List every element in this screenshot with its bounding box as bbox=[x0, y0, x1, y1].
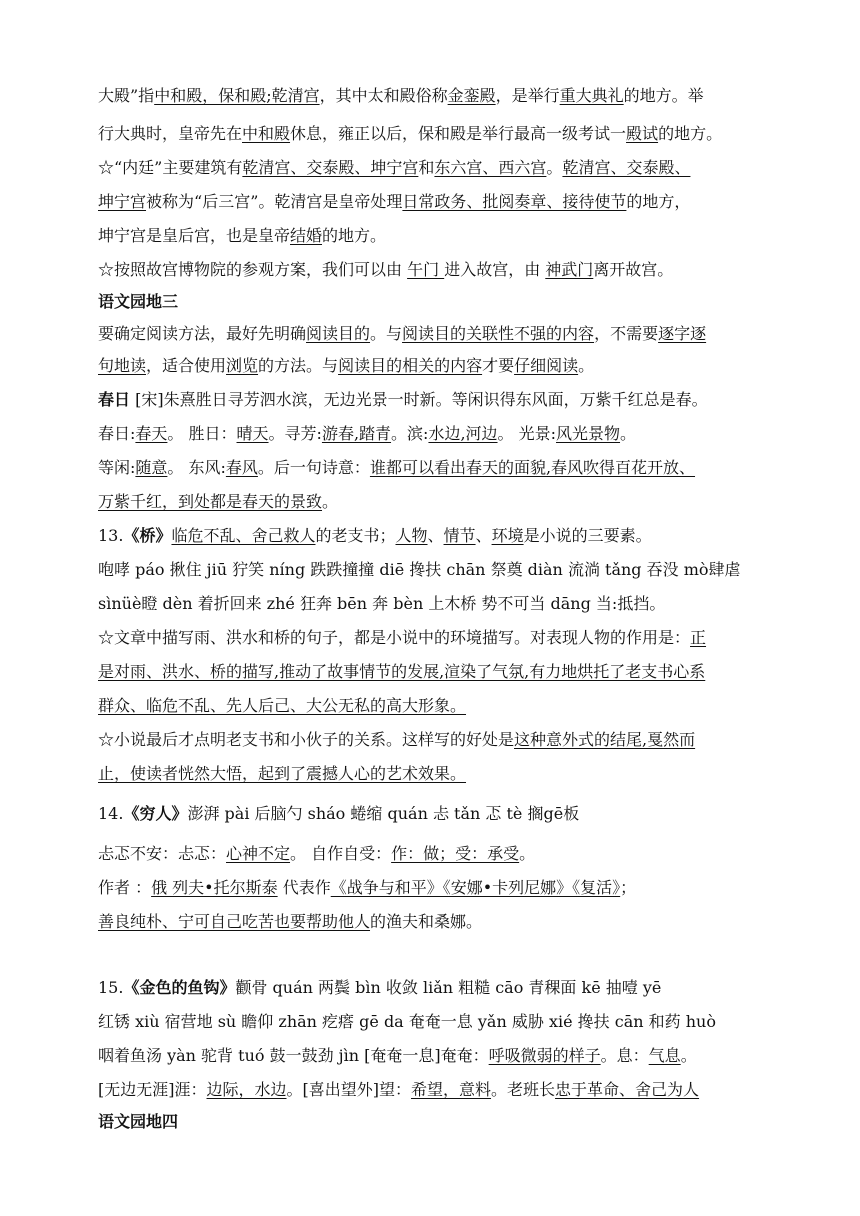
text-line bbox=[98, 558, 741, 582]
text-line bbox=[98, 322, 706, 346]
underlined-answer: 作：做；受：承受 bbox=[391, 844, 520, 863]
underlined-answer: 万紫千红，到处都是春天的景致 bbox=[98, 492, 323, 511]
text-span: 。寻芳: bbox=[268, 424, 322, 443]
text-span: 的渔夫和桑娜。 bbox=[370, 912, 483, 931]
underlined-answer: 群众、临危不乱、先人后己、大公无私的高大形象。 bbox=[98, 696, 467, 715]
text-span: 。 光景: bbox=[497, 424, 557, 443]
underlined-answer: 午门 bbox=[407, 260, 445, 279]
text-span: 是小说的三要素。 bbox=[523, 526, 652, 545]
text-line bbox=[98, 258, 673, 282]
text-span: [无边无涯]涯： bbox=[98, 1080, 207, 1099]
text-span: 。息： bbox=[600, 1046, 649, 1065]
text-span: 。 自作自受： bbox=[290, 844, 392, 863]
text-span: 咆哮 páo 揪住 jiū 狞笑 níng 跌跌撞撞 diē 搀扶 chān 祭奠 diàn 流淌 tǎng 吞没 mò肆虐 bbox=[98, 560, 741, 579]
underlined-answer: 中和殿 bbox=[242, 124, 291, 143]
bold-title: 《穷人》 bbox=[123, 804, 188, 823]
text-span: 的地方。 bbox=[658, 124, 723, 143]
text-line bbox=[98, 422, 636, 446]
underlined-answer: 阅读目的 bbox=[306, 324, 371, 343]
underlined-answer: 边际，水边 bbox=[206, 1080, 287, 1099]
underlined-answer: 重大典礼 bbox=[559, 86, 624, 105]
text-span: 进入故宫，由 bbox=[444, 260, 546, 279]
text-line bbox=[98, 156, 690, 180]
underlined-answer: 环境 bbox=[491, 526, 524, 545]
text-span: 。[喜出望外]望： bbox=[286, 1080, 412, 1099]
text-span: 坤宁宫是皇后宫，也是皇帝 bbox=[98, 226, 291, 245]
text-span: [宋]朱熹胜日寻芳泗水滨，无边光景一时新。等闲识得东风面，万紫千红总是春。 bbox=[130, 390, 708, 409]
text-span: 被称为“后三宫”。乾清宫是皇帝处理 bbox=[146, 192, 403, 211]
text-line bbox=[98, 224, 386, 248]
text-span: ，是举行 bbox=[495, 86, 560, 105]
underlined-answer: 谁都可以看出春天的面貌,春风吹得百花开放、 bbox=[369, 458, 696, 477]
text-span: 的方法。与 bbox=[258, 356, 339, 375]
text-span: 。 胜日： bbox=[167, 424, 237, 443]
underlined-answer: 中和殿，保和殿;乾清宫 bbox=[154, 86, 320, 105]
underlined-answer: 人物 bbox=[395, 526, 428, 545]
text-span: 。滨: bbox=[391, 424, 429, 443]
text-span: 忐忑不安：忐忑： bbox=[98, 844, 227, 863]
text-line bbox=[98, 694, 466, 718]
underlined-answer: 希望，意料 bbox=[411, 1080, 492, 1099]
text-line bbox=[98, 660, 705, 684]
text-line bbox=[98, 122, 722, 146]
underlined-answer: 晴天 bbox=[236, 424, 269, 443]
text-line bbox=[98, 354, 594, 378]
text-span: 。 bbox=[680, 1046, 697, 1065]
underlined-answer: 日常政务、批阅奏章、接待使节 bbox=[402, 192, 627, 211]
text-span: 。与 bbox=[370, 324, 403, 343]
text-span: 。后一句诗意： bbox=[257, 458, 370, 477]
text-span: ； bbox=[620, 878, 637, 897]
underlined-answer: 心神不定 bbox=[226, 844, 291, 863]
text-line bbox=[98, 388, 708, 412]
bold-title: 《金色的鱼钩》 bbox=[123, 978, 236, 997]
text-line bbox=[98, 524, 652, 548]
underlined-answer: 东六宫、西六宫 bbox=[434, 158, 547, 177]
text-span: 才要 bbox=[482, 356, 515, 375]
text-span: ☆“内廷”主要建筑有 bbox=[98, 158, 243, 177]
text-line bbox=[98, 728, 695, 752]
text-span: 的老支书； bbox=[315, 526, 396, 545]
underlined-answer: 逐字逐 bbox=[658, 324, 707, 343]
underlined-answer: 春风 bbox=[225, 458, 258, 477]
underlined-answer: 水边,河边 bbox=[428, 424, 498, 443]
underlined-answer: 结婚 bbox=[290, 226, 323, 245]
text-span: sìnüè瞪 dèn 着折回来 zhé 狂奔 bēn 奔 bèn 上木桥 势不可当 dāng 当:抵挡。 bbox=[98, 594, 666, 613]
text-line bbox=[98, 1078, 699, 1102]
section-heading bbox=[98, 1110, 178, 1134]
text-span: ☆按照故宫博物院的参观方案，我们可以由 bbox=[98, 260, 408, 279]
section-heading bbox=[98, 290, 178, 314]
text-line bbox=[98, 456, 695, 480]
text-span: 。 bbox=[578, 356, 595, 375]
underlined-answer: 《战争与和平》《安娜•卡列尼娜》《复活》 bbox=[330, 878, 621, 897]
text-span: 的地方， bbox=[626, 192, 691, 211]
text-span: 离开故宫。 bbox=[593, 260, 674, 279]
underlined-answer: 止，使读者恍然大悟，起到了震撼人心的艺术效果。 bbox=[98, 764, 467, 783]
text-span: 代表作 bbox=[277, 878, 331, 897]
text-span: 要确定阅读方法，最好先明确 bbox=[98, 324, 307, 343]
text-span: ，适合使用 bbox=[146, 356, 227, 375]
underlined-answer: 随意 bbox=[135, 458, 168, 477]
underlined-answer: 正 bbox=[690, 628, 707, 647]
text-line bbox=[98, 910, 482, 934]
text-span: 休息，雍正以后，保和殿是举行最高一级考试一 bbox=[290, 124, 627, 143]
underlined-answer: 风光景物 bbox=[556, 424, 621, 443]
underlined-answer: 坤宁宫 bbox=[98, 192, 147, 211]
text-line bbox=[98, 592, 665, 616]
text-span: 和 bbox=[418, 158, 435, 177]
underlined-answer: 俄 列夫•托尔斯泰 bbox=[151, 878, 278, 897]
text-span: 14. bbox=[98, 804, 124, 823]
underlined-answer: 情节 bbox=[443, 526, 476, 545]
text-span: ，不需要 bbox=[594, 324, 659, 343]
text-line bbox=[98, 626, 706, 650]
bold-title: 《桥》 bbox=[123, 526, 172, 545]
underlined-answer: 临危不乱、舍己救人 bbox=[171, 526, 316, 545]
underlined-answer: 浏览 bbox=[226, 356, 259, 375]
underlined-answer: 气息 bbox=[648, 1046, 681, 1065]
underlined-answer: 呼吸微弱的样子 bbox=[488, 1046, 601, 1065]
text-span: 。 bbox=[546, 158, 563, 177]
underlined-answer: 乾清宫、交泰殿、 bbox=[562, 158, 691, 177]
text-line bbox=[98, 1010, 716, 1034]
text-line bbox=[98, 762, 466, 786]
text-span: 、 bbox=[475, 526, 492, 545]
text-line bbox=[98, 1044, 697, 1068]
text-span: 咽着鱼汤 yàn 驼背 tuó 鼓一鼓劲 jìn [奄奄一息]奄奄： bbox=[98, 1046, 489, 1065]
text-span: 语文园地三 bbox=[98, 292, 179, 311]
text-line bbox=[98, 490, 338, 514]
underlined-answer: 殿试 bbox=[626, 124, 659, 143]
text-span: 红锈 xiù 宿营地 sù 瞻仰 zhān 疙瘩 gē da 奄奄一息 yǎn 威胁 xié 搀扶 cān 和药 huò bbox=[98, 1012, 716, 1031]
underlined-answer: 游春,踏青 bbox=[321, 424, 392, 443]
text-span: 。老班长 bbox=[491, 1080, 556, 1099]
text-span: 澎湃 pài 后脑勺 sháo 蜷缩 quán 忐 tǎn 忑 tè 搁gē板 bbox=[187, 804, 580, 823]
bold-title: 春日 bbox=[98, 390, 131, 409]
underlined-answer: 金銮殿 bbox=[447, 86, 496, 105]
underlined-answer: 春天 bbox=[135, 424, 168, 443]
text-span: 、 bbox=[427, 526, 444, 545]
text-span: ☆文章中描写雨、洪水和桥的句子，都是小说中的环境描写。对表现人物的作用是： bbox=[98, 628, 691, 647]
text-line bbox=[98, 976, 661, 1000]
text-span: 15. bbox=[98, 978, 124, 997]
text-span: 语文园地四 bbox=[98, 1112, 179, 1131]
text-span: 大殿”指 bbox=[98, 86, 155, 105]
text-span: 等闲: bbox=[98, 458, 136, 477]
text-line bbox=[98, 876, 636, 900]
text-span: ☆小说最后才点明老支书和小伙子的关系。这样写的好处是 bbox=[98, 730, 515, 749]
text-line bbox=[98, 190, 690, 214]
text-span: 的地方。 bbox=[322, 226, 387, 245]
underlined-answer: 阅读目的相关的内容 bbox=[338, 356, 483, 375]
underlined-answer: 句地读 bbox=[98, 356, 147, 375]
text-span: 作者 ： bbox=[98, 878, 152, 897]
underlined-answer: 乾清宫、交泰殿、坤宁宫 bbox=[242, 158, 419, 177]
text-span: ，其中太和殿俗称 bbox=[319, 86, 448, 105]
text-span: 。 bbox=[519, 844, 536, 863]
text-span: 13. bbox=[98, 526, 124, 545]
text-line bbox=[98, 842, 535, 866]
text-line bbox=[98, 84, 704, 108]
text-span: 颧骨 quán 两鬓 bìn 收敛 liǎn 粗糙 cāo 青稞面 kē 抽噎 yē bbox=[235, 978, 662, 997]
text-span: 的地方。举 bbox=[623, 86, 704, 105]
underlined-answer: 这种意外式的结尾,戛然而 bbox=[514, 730, 696, 749]
text-span: 。 bbox=[620, 424, 637, 443]
underlined-answer: 阅读目的关联性不强的内容 bbox=[402, 324, 595, 343]
text-line bbox=[98, 802, 579, 826]
text-span: 春日: bbox=[98, 424, 136, 443]
underlined-answer: 善良纯朴、宁可自己吃苦也要帮助他人 bbox=[98, 912, 371, 931]
underlined-answer: 忠于革命、舍己为人 bbox=[555, 1080, 700, 1099]
text-span: 。 bbox=[322, 492, 339, 511]
text-span: 行大典时，皇帝先在 bbox=[98, 124, 243, 143]
underlined-answer: 是对雨、洪水、桥的描写,推动了故事情节的发展,渲染了气氛,有力地烘托了老支书心系 bbox=[98, 662, 706, 681]
text-span: 。 东风: bbox=[167, 458, 226, 477]
underlined-answer: 仔细阅读 bbox=[514, 356, 579, 375]
underlined-answer: 神武门 bbox=[545, 260, 594, 279]
